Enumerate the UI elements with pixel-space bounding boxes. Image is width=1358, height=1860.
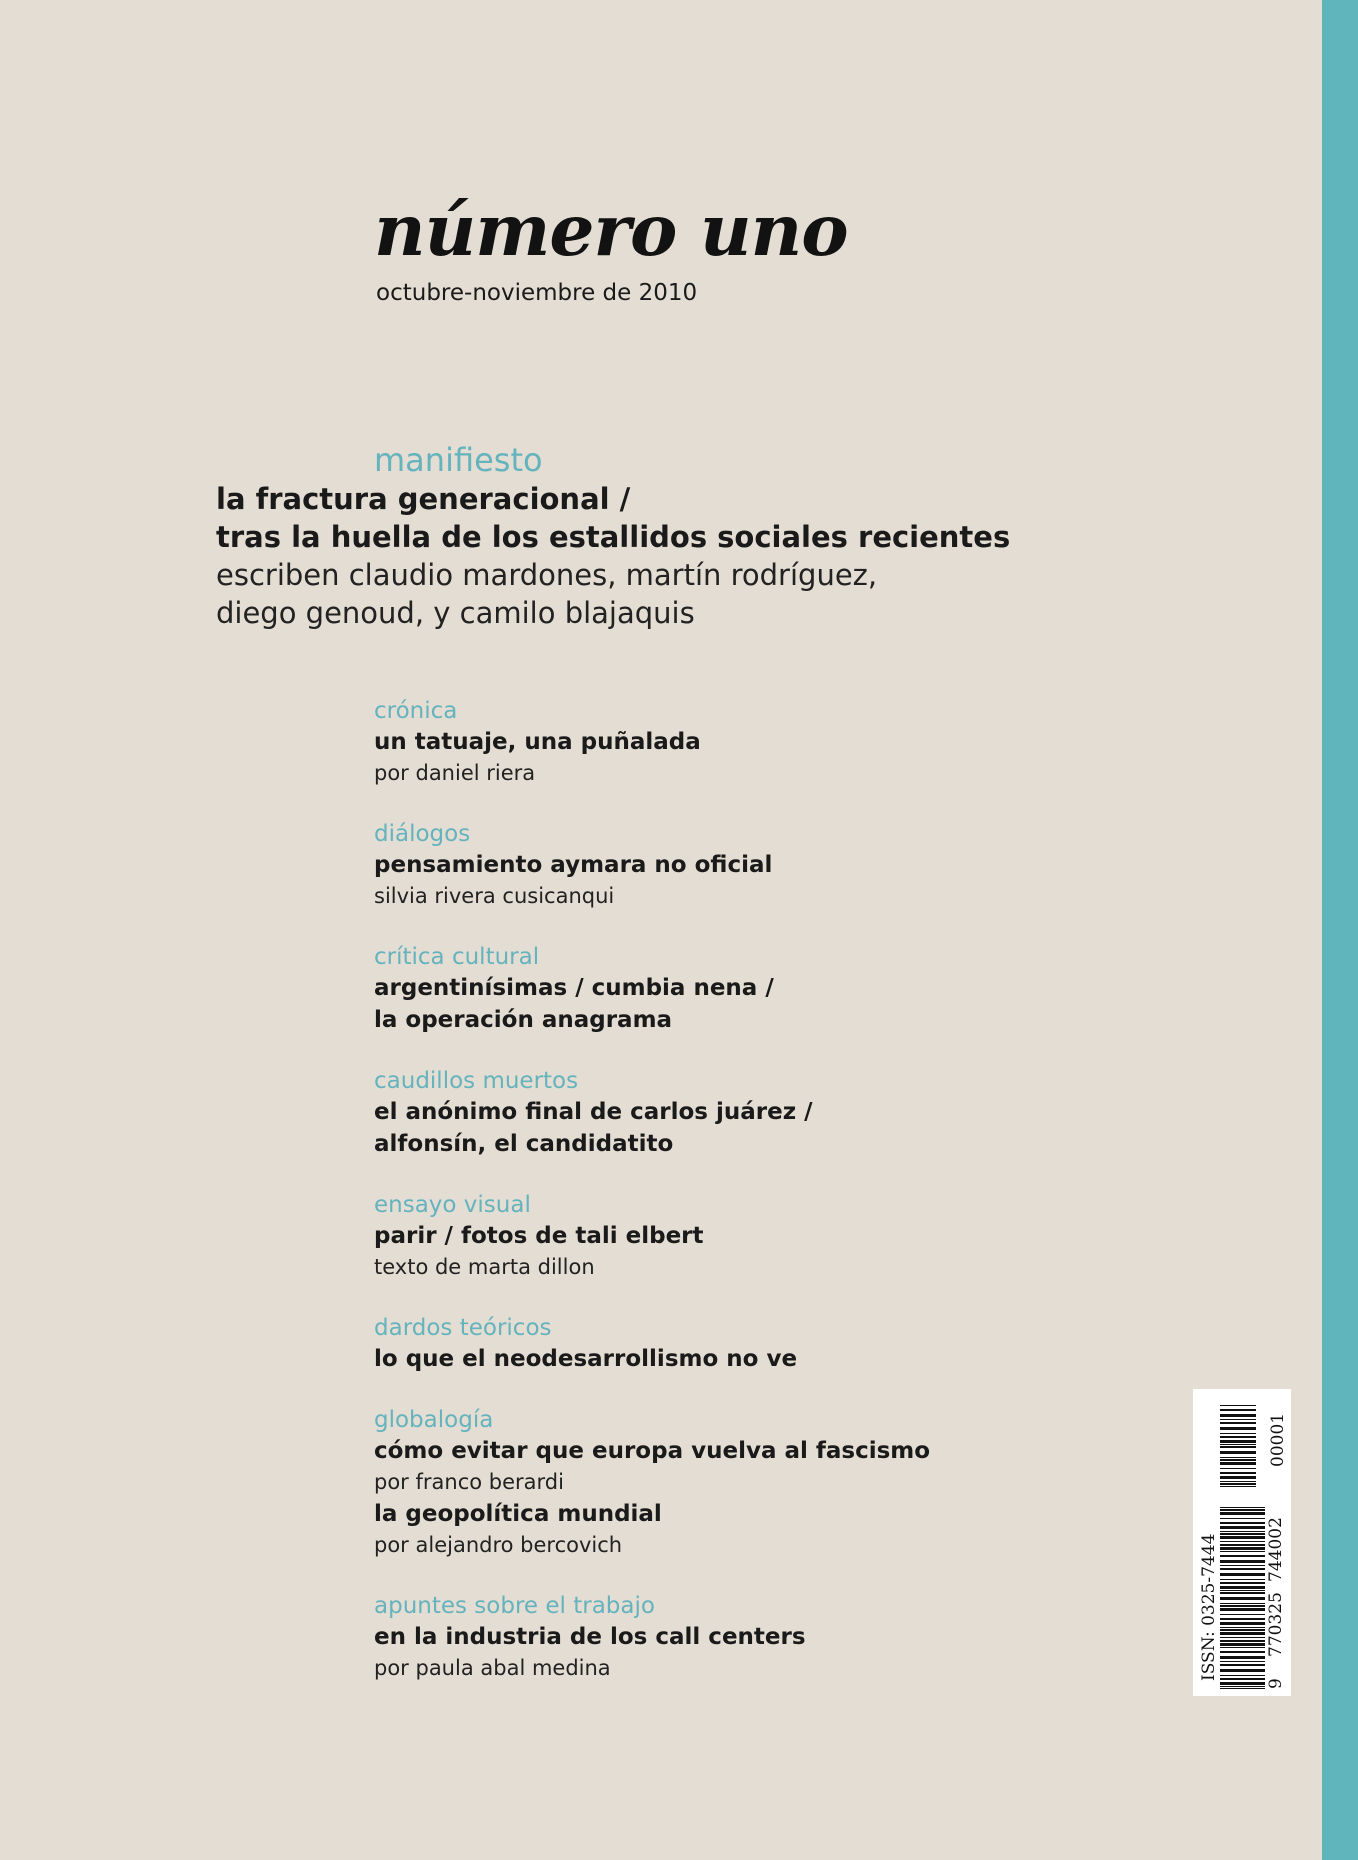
section-title: la geopolítica mundial bbox=[374, 1501, 662, 1527]
barcode-stripe bbox=[1220, 1541, 1265, 1542]
barcode-stripe bbox=[1220, 1603, 1265, 1604]
barcode-stripe bbox=[1220, 1622, 1265, 1625]
barcode-stripe bbox=[1220, 1512, 1265, 1515]
barcode-stripe bbox=[1220, 1446, 1256, 1448]
barcode-stripe bbox=[1220, 1468, 1256, 1469]
barcode-stripe bbox=[1220, 1686, 1265, 1687]
barcode-stripe bbox=[1220, 1568, 1265, 1570]
toc-section-apuntes-trabajo bbox=[374, 1591, 1074, 1684]
section-title: cómo evitar que europa vuelva al fascismo bbox=[374, 1438, 931, 1464]
barcode-stripe bbox=[1220, 1419, 1256, 1420]
barcode-stripe bbox=[1220, 1547, 1265, 1550]
barcode-stripe bbox=[1220, 1614, 1265, 1615]
section-author: por alejandro bercovich bbox=[374, 1533, 623, 1557]
section-title: la fractura generacional / bbox=[216, 482, 631, 516]
barcode-stripe bbox=[1220, 1481, 1256, 1482]
barcode-stripe bbox=[1220, 1483, 1256, 1485]
barcode-stripe bbox=[1220, 1656, 1265, 1659]
barcode-stripe bbox=[1220, 1536, 1265, 1539]
barcode-number-a: 770325 bbox=[1266, 1592, 1286, 1657]
issn-text: ISSN: 0325-7444 bbox=[1199, 1533, 1219, 1681]
toc-section-dialogos bbox=[374, 819, 1074, 912]
barcode-stripe bbox=[1220, 1590, 1265, 1591]
barcode-stripe bbox=[1220, 1647, 1265, 1648]
barcode-stripe bbox=[1220, 1637, 1265, 1638]
toc-section-caudillos-muertos bbox=[374, 1066, 1074, 1160]
barcode-stripe bbox=[1220, 1608, 1265, 1611]
barcode-stripe bbox=[1220, 1544, 1265, 1546]
barcode-number-lead: 9 bbox=[1266, 1678, 1286, 1689]
barcode-stripe bbox=[1220, 1586, 1265, 1589]
barcode-stripe bbox=[1220, 1678, 1265, 1680]
section-category: apuntes sobre el trabajo bbox=[374, 1593, 655, 1619]
barcode-stripe bbox=[1220, 1427, 1256, 1430]
section-category: dardos teóricos bbox=[374, 1315, 552, 1341]
barcode-stripe bbox=[1220, 1409, 1256, 1411]
barcode-stripe bbox=[1220, 1440, 1256, 1443]
section-title: parir / fotos de tali elbert bbox=[374, 1223, 704, 1249]
section-category: crítica cultural bbox=[374, 944, 540, 970]
toc-section-ensayo-visual bbox=[374, 1190, 1074, 1283]
barcode-stripe bbox=[1220, 1507, 1265, 1508]
barcode-stripe bbox=[1220, 1555, 1265, 1557]
barcode-stripe bbox=[1220, 1592, 1265, 1594]
section-title: alfonsín, el candidatito bbox=[374, 1131, 674, 1157]
issue-date: octubre-noviembre de 2010 bbox=[376, 280, 698, 306]
toc-section-cronica bbox=[374, 696, 1074, 789]
barcode-stripe bbox=[1220, 1433, 1256, 1434]
section-author: por daniel riera bbox=[374, 761, 536, 785]
barcode-stripe bbox=[1220, 1597, 1265, 1600]
barcode-stripe bbox=[1220, 1669, 1265, 1672]
barcode-stripe bbox=[1220, 1579, 1265, 1580]
barcode-stripe bbox=[1220, 1472, 1256, 1474]
section-category: ensayo visual bbox=[374, 1192, 531, 1218]
barcode-stripe bbox=[1220, 1462, 1256, 1465]
issue-title: número uno bbox=[374, 188, 848, 272]
barcode-stripe bbox=[1220, 1405, 1256, 1406]
barcode-stripe bbox=[1220, 1531, 1265, 1532]
barcode-stripe bbox=[1220, 1526, 1265, 1529]
barcode-stripe bbox=[1220, 1436, 1256, 1438]
barcode-stripe bbox=[1220, 1632, 1265, 1635]
barcode-stripe bbox=[1220, 1688, 1265, 1689]
barcode-stripe bbox=[1220, 1509, 1265, 1511]
barcode-stripe bbox=[1220, 1565, 1265, 1566]
section-author: por franco berardi bbox=[374, 1470, 564, 1494]
barcode-stripe bbox=[1220, 1457, 1256, 1458]
barcode-stripe bbox=[1220, 1682, 1265, 1685]
barcode-stripe bbox=[1220, 1451, 1256, 1454]
barcode-stripe bbox=[1220, 1643, 1265, 1646]
toc-section-critica-cultural bbox=[374, 942, 1074, 1036]
barcode-stripe bbox=[1220, 1629, 1265, 1631]
section-title: un tatuaje, una puñalada bbox=[374, 729, 701, 755]
barcode-number-b: 744002 bbox=[1266, 1517, 1286, 1582]
barcode-stripe bbox=[1220, 1627, 1265, 1628]
barcode-stripe bbox=[1220, 1582, 1265, 1584]
section-author: silvia rivera cusicanqui bbox=[374, 884, 615, 908]
barcode-stripe bbox=[1220, 1533, 1265, 1535]
section-category: globalogía bbox=[374, 1407, 494, 1433]
barcode-stripe bbox=[1220, 1551, 1265, 1552]
teal-edge-band bbox=[1322, 0, 1358, 1860]
section-category: diálogos bbox=[374, 821, 471, 847]
section-title: lo que el neodesarrollismo no ve bbox=[374, 1346, 798, 1372]
section-author: texto de marta dillon bbox=[374, 1255, 595, 1279]
barcode-stripe bbox=[1220, 1444, 1256, 1445]
table-of-contents bbox=[374, 696, 1074, 1714]
section-author: escriben claudio mardones, martín rodríguez, bbox=[216, 558, 878, 592]
barcode-stripe bbox=[1220, 1661, 1265, 1662]
barcode-stripe bbox=[1220, 1605, 1265, 1607]
barcode-stripe bbox=[1220, 1414, 1256, 1417]
barcode-stripe bbox=[1220, 1651, 1265, 1653]
section-title: pensamiento aymara no oficial bbox=[374, 852, 773, 878]
barcode-label bbox=[1193, 1389, 1291, 1696]
barcode-stripe bbox=[1220, 1573, 1265, 1576]
barcode-stripe bbox=[1220, 1618, 1265, 1620]
section-category: manifiesto bbox=[374, 441, 543, 479]
section-title: la operación anagrama bbox=[374, 1007, 673, 1033]
barcode-stripe bbox=[1220, 1675, 1265, 1676]
section-title: argentinísimas / cumbia nena / bbox=[374, 975, 774, 1001]
section-title: tras la huella de los estallidos sociales recientes bbox=[216, 520, 1011, 554]
section-category: crónica bbox=[374, 698, 458, 724]
section-category: caudillos muertos bbox=[374, 1068, 579, 1094]
manifesto-block bbox=[216, 440, 1076, 632]
toc-section-dardos-teoricos bbox=[374, 1313, 1074, 1375]
barcode-stripe bbox=[1220, 1664, 1265, 1666]
barcode-stripe bbox=[1220, 1522, 1265, 1524]
section-author: diego genoud, y camilo blajaquis bbox=[216, 596, 695, 630]
barcode-stripe bbox=[1220, 1640, 1265, 1642]
barcode-stripe bbox=[1220, 1560, 1265, 1563]
section-title: el anónimo final de carlos juárez / bbox=[374, 1099, 813, 1125]
barcode-stripe bbox=[1220, 1518, 1265, 1519]
barcode-stripe bbox=[1220, 1476, 1256, 1479]
barcode-stripe bbox=[1220, 1422, 1256, 1424]
barcode-addon-number: 00001 bbox=[1268, 1412, 1288, 1467]
toc-section-globalogia bbox=[374, 1405, 1074, 1561]
section-author: por paula abal medina bbox=[374, 1656, 611, 1680]
barcode-stripe bbox=[1220, 1486, 1256, 1487]
section-title: en la industria de los call centers bbox=[374, 1624, 806, 1650]
barcode-stripe bbox=[1220, 1459, 1256, 1461]
